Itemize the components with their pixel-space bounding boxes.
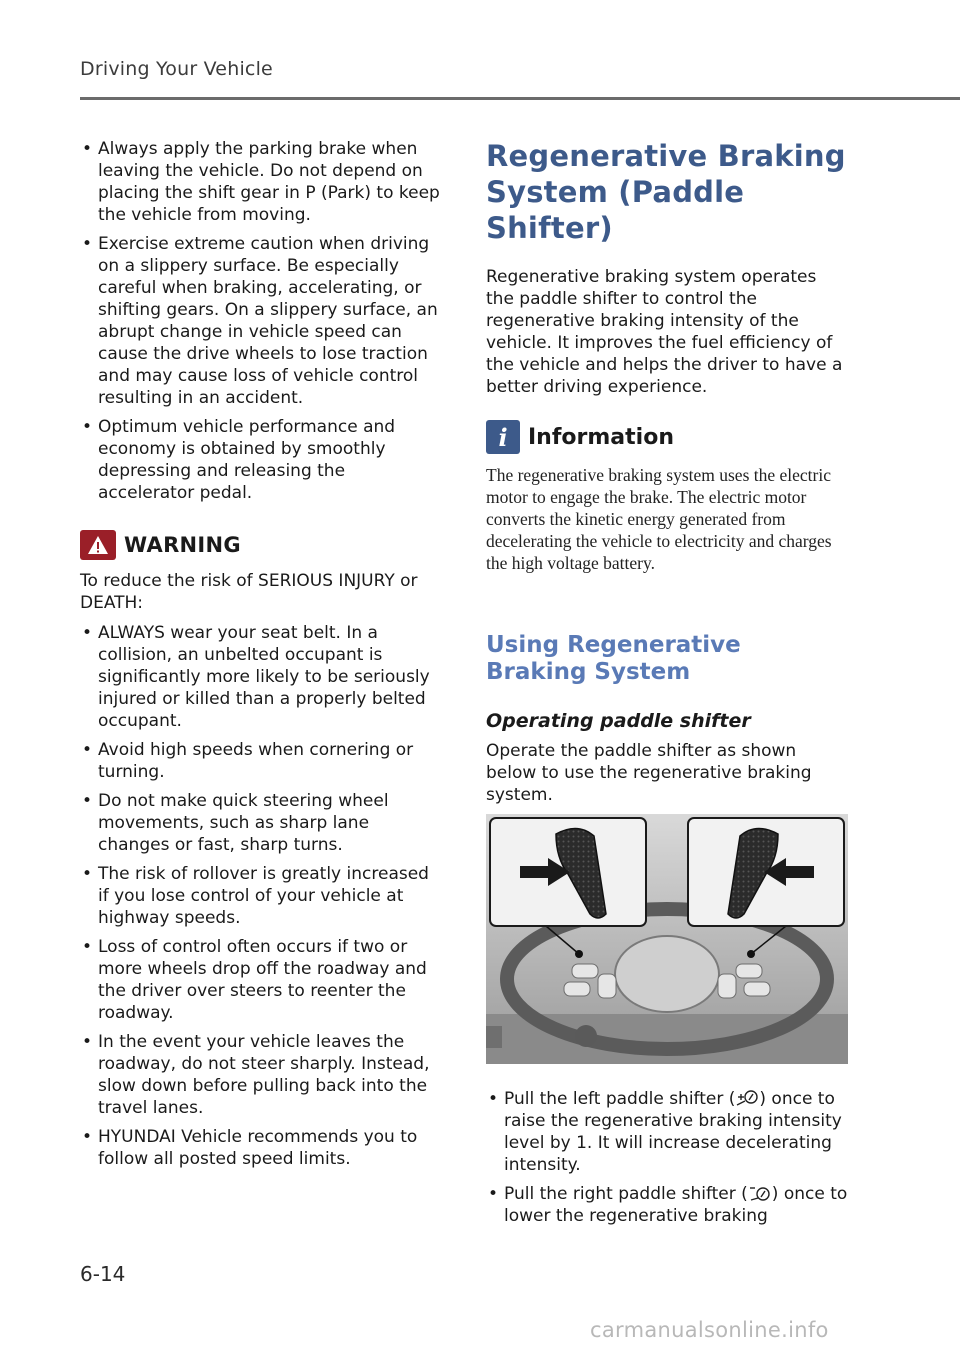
- left-column: [80, 138, 442, 1177]
- list-item: • The risk of rollover is greatly increased if you lose control of your vehicle at highway speeds.: [80, 863, 442, 929]
- list-item: [486, 1183, 848, 1227]
- list-item: • In the event your vehicle leaves the roadway, do not steer sharply. Instead, slow down before pulling back into the travel lanes.: [80, 1031, 442, 1119]
- regen-plus-icon: [735, 1089, 759, 1107]
- list-item: • Do not make quick steering wheel movements, such as sharp lane changes or fast, sharp turns.: [80, 790, 442, 856]
- paddle-shifter-illustration: [486, 814, 848, 1064]
- section-intro: Regenerative braking system operates the paddle shifter to control the regenerative braking intensity of the vehicle. It improves the fuel efficiency of the vehicle and helps the driver to have a better driving experience.: [486, 267, 843, 397]
- right-paddle-text-after: ) once to lower the regenerative braking: [504, 1184, 848, 1226]
- list-item: • Avoid high speeds when cornering or turning.: [80, 739, 442, 783]
- left-paddle-text-after: ) once to raise the regenerative braking intensity level by 1. It will increase decelerating intensity.: [504, 1089, 842, 1175]
- right-paddle-text-before: Pull the right paddle shifter (: [504, 1184, 748, 1204]
- list-item: • Exercise extreme caution when driving on a slippery surface. Be especially careful when braking, accelerating, or shifting gears. On a slippery surface, an abrupt change in vehicle speed can cause the drive wheels to lose traction and may cause loss of vehicle control resulting in an accident.: [80, 233, 442, 409]
- information-heading: [486, 420, 848, 454]
- warning-label: WARNING: [124, 533, 241, 557]
- list-item: • ALWAYS wear your seat belt. In a collision, an unbelted occupant is significantly more likely to be seriously injured or killed than a properly belted occupant.: [80, 622, 442, 732]
- operating-title: Operating paddle shifter: [486, 710, 751, 732]
- operating-text: Operate the paddle shifter as shown below to use the regenerative braking system.: [486, 741, 812, 805]
- right-column: [486, 138, 848, 1234]
- page-number: 6-14: [80, 1262, 126, 1286]
- warning-bullets: [80, 622, 442, 1170]
- left-paddle-text-before: Pull the left paddle shifter (: [504, 1089, 736, 1109]
- information-label: Information: [528, 424, 674, 450]
- subsection-title: Using Regenerative Braking System: [486, 632, 741, 685]
- list-item: [486, 1088, 848, 1176]
- warning-heading: [80, 530, 442, 560]
- header-rule: [80, 97, 960, 100]
- general-bullets: [80, 138, 442, 504]
- information-text: The regenerative braking system uses the electric motor to engage the brake. The electric motor converts the kinetic energy generated from decelerating the vehicle to electricity and charges the high voltage battery.: [486, 465, 832, 573]
- regen-minus-icon: [748, 1184, 772, 1202]
- list-item: • Loss of control often occurs if two or more wheels drop off the roadway and the driver over steers to reenter the roadway.: [80, 936, 442, 1024]
- section-title: Regenerative Braking System (Paddle Shifter): [486, 139, 846, 245]
- warning-intro: To reduce the risk of SERIOUS INJURY or DEATH:: [80, 571, 418, 613]
- list-item: • Optimum vehicle performance and economy is obtained by smoothly depressing and releasing the accelerator pedal.: [80, 416, 442, 504]
- list-item: • HYUNDAI Vehicle recommends you to follow all posted speed limits.: [80, 1126, 442, 1170]
- watermark: carmanualsonline.info: [590, 1318, 829, 1342]
- warning-icon: [80, 530, 116, 560]
- paddle-bullets: [486, 1088, 848, 1227]
- running-header: Driving Your Vehicle: [80, 58, 273, 80]
- list-item: • Always apply the parking brake when leaving the vehicle. Do not depend on placing the shift gear in P (Park) to keep the vehicle from moving.: [80, 138, 442, 226]
- info-icon: i: [486, 420, 520, 454]
